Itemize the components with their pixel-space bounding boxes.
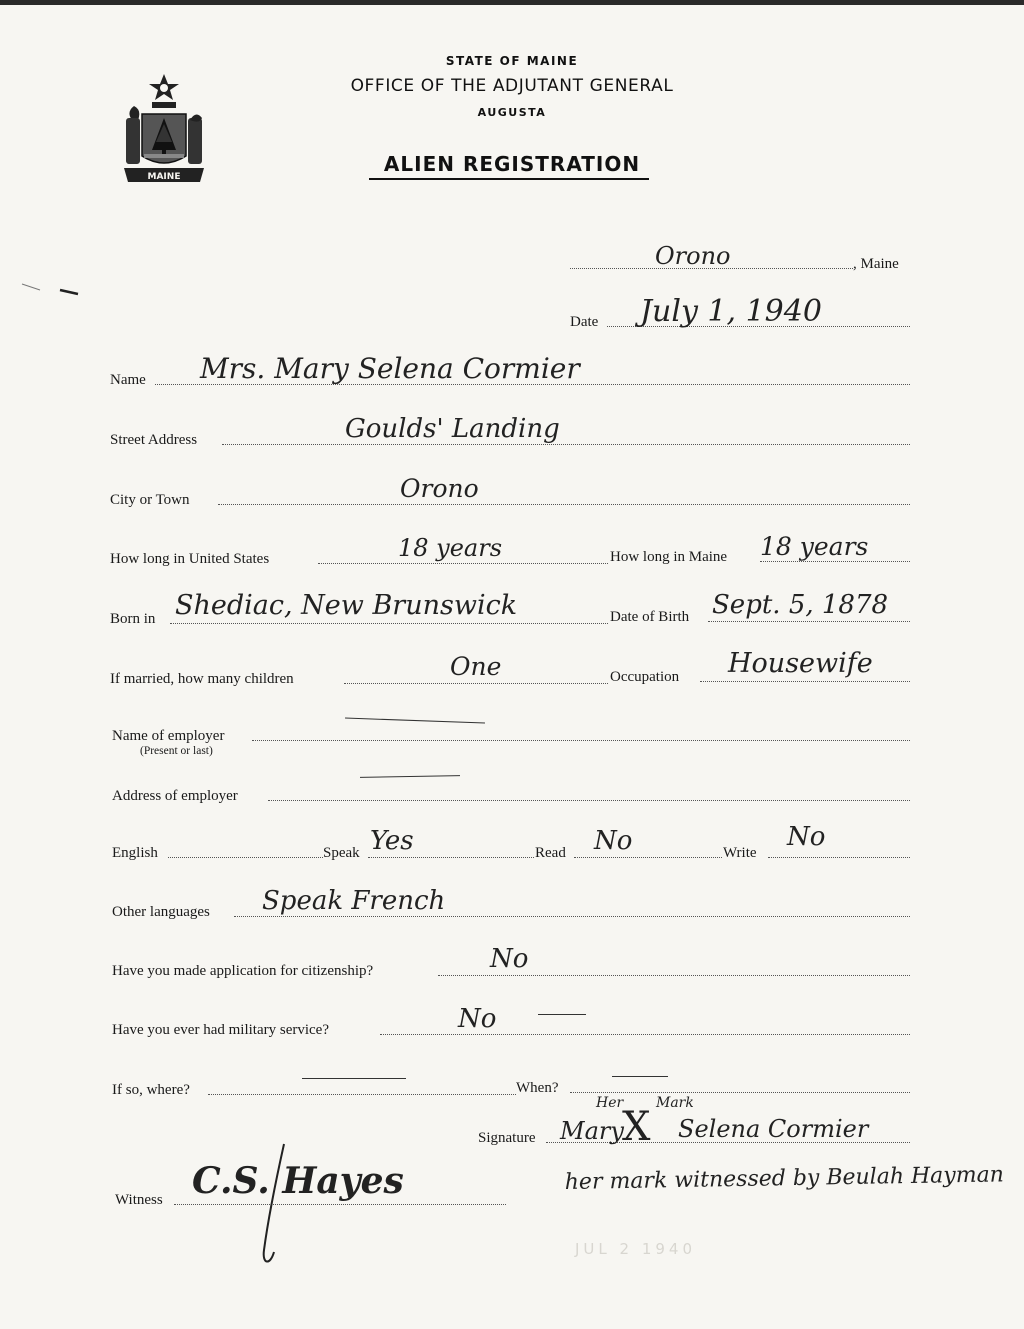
received-stamp: JUL 2 1940 <box>575 1240 697 1258</box>
employer-line <box>252 740 910 741</box>
children-line <box>344 683 608 684</box>
margin-pen-mark <box>20 280 80 300</box>
city-value[interactable]: Orono <box>400 474 479 503</box>
employer-address-label: Address of employer <box>112 788 238 804</box>
occupation-value[interactable]: Housewife <box>728 648 873 679</box>
mark-witness-note: her mark witnessed by Beulah Hayman <box>564 1162 1005 1195</box>
street-line <box>222 444 910 445</box>
children-value[interactable]: One <box>450 652 502 681</box>
military-label: Have you ever had military service? <box>112 1022 329 1038</box>
date-value[interactable]: July 1, 1940 <box>640 294 822 329</box>
us-line <box>318 563 608 564</box>
employer-sublabel: (Present or last) <box>140 745 213 757</box>
svg-text:DIRIGO: DIRIGO <box>154 108 174 114</box>
dob-label: Date of Birth <box>610 609 690 625</box>
born-value[interactable]: Shediac, New Brunswick <box>175 590 518 621</box>
employer-label: Name of employer <box>112 728 225 744</box>
military-value[interactable]: No <box>458 1004 497 1034</box>
children-label: If married, how many children <box>110 671 294 687</box>
svg-text:MAINE: MAINE <box>147 172 181 182</box>
signature-rest-name[interactable]: Selena Cormier <box>678 1115 869 1143</box>
signature-label: Signature <box>478 1130 536 1146</box>
place-suffix: , Maine <box>853 256 899 272</box>
maine-label: How long in Maine <box>610 549 728 565</box>
when-label: When? <box>516 1080 559 1096</box>
occupation-line <box>700 681 910 682</box>
other-languages-value[interactable]: Speak French <box>262 886 446 916</box>
speak-line <box>368 857 534 858</box>
witness-line <box>174 1204 506 1205</box>
date-label: Date <box>570 314 599 330</box>
signature-mark-her: Her <box>596 1095 624 1111</box>
page-top-border <box>0 0 1024 5</box>
header-office: OFFICE OF THE ADJUTANT GENERAL <box>350 76 674 96</box>
street-value[interactable]: Goulds' Landing <box>345 414 560 444</box>
write-value[interactable]: No <box>787 822 826 852</box>
military-line <box>380 1034 910 1035</box>
us-label: How long in United States <box>110 551 270 567</box>
witness-signature[interactable]: C.S. Hayes <box>192 1160 404 1202</box>
employer-address-dash <box>360 775 460 778</box>
place-value[interactable]: Orono <box>655 242 731 270</box>
read-value[interactable]: No <box>594 826 633 856</box>
other-languages-label: Other languages <box>112 904 210 920</box>
read-line <box>574 857 722 858</box>
write-label: Write <box>723 845 757 861</box>
signature-mark-word: Mark <box>656 1095 694 1111</box>
citizenship-value[interactable]: No <box>490 944 529 974</box>
write-line <box>768 857 910 858</box>
military-dash <box>538 1014 586 1015</box>
dob-line <box>708 621 910 622</box>
witness-label: Witness <box>115 1192 163 1208</box>
city-label: City or Town <box>110 492 190 508</box>
english-label: English <box>112 845 158 861</box>
occupation-label: Occupation <box>610 669 680 685</box>
when-dash <box>612 1076 668 1077</box>
witness-signature-flourish <box>250 1140 290 1270</box>
signature-x-mark: X <box>622 1104 651 1150</box>
maine-line <box>760 561 910 562</box>
where-dash <box>302 1078 406 1079</box>
read-label: Read <box>535 845 566 861</box>
header-state: STATE OF MAINE <box>445 54 579 68</box>
speak-label: Speak <box>323 845 360 861</box>
name-label: Name <box>110 372 146 388</box>
where-line <box>208 1094 516 1095</box>
header-city: AUGUSTA <box>477 106 547 119</box>
where-label: If so, where? <box>112 1082 190 1098</box>
dob-value[interactable]: Sept. 5, 1878 <box>712 590 889 620</box>
name-value[interactable]: Mrs. Mary Selena Cormier <box>200 352 580 385</box>
city-line <box>218 504 910 505</box>
speak-value[interactable]: Yes <box>370 826 414 856</box>
employer-dash <box>345 718 485 724</box>
born-label: Born in <box>110 611 156 627</box>
when-line <box>570 1092 910 1093</box>
maine-value[interactable]: 18 years <box>760 532 869 561</box>
title-underline <box>369 178 649 180</box>
other-languages-line <box>234 916 910 917</box>
english-line <box>168 857 323 858</box>
form-title: ALIEN REGISTRATION <box>383 152 641 176</box>
employer-address-line <box>268 800 910 801</box>
citizenship-line <box>438 975 910 976</box>
us-value[interactable]: 18 years <box>398 534 503 562</box>
born-line <box>170 623 608 624</box>
citizenship-label: Have you made application for citizenship? <box>112 963 374 979</box>
signature-first-name[interactable]: Mary <box>560 1117 624 1145</box>
street-label: Street Address <box>110 432 198 448</box>
